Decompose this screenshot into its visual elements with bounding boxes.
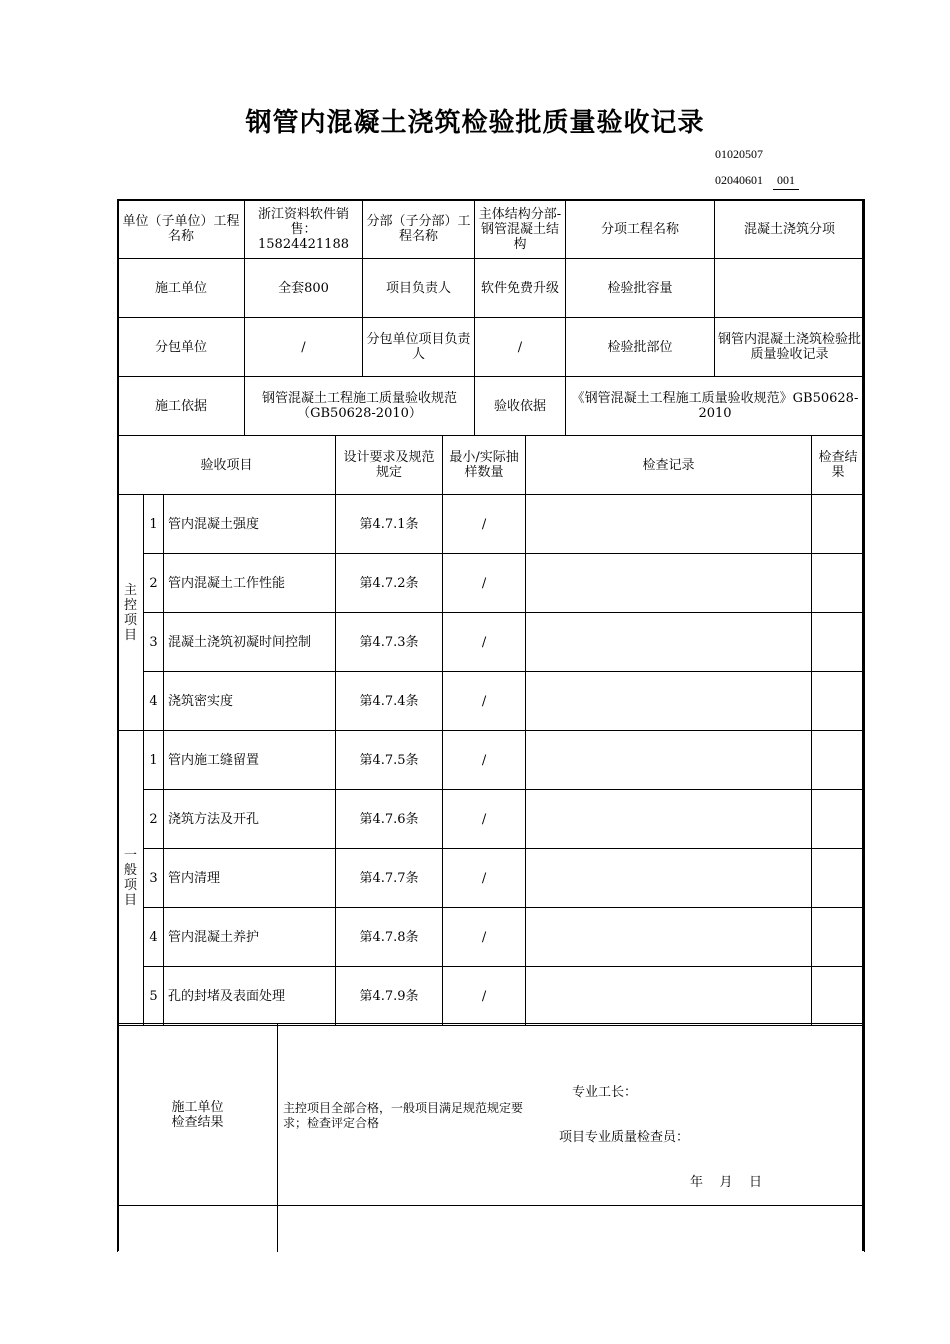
row-no: 4 [144, 672, 164, 731]
row-sample: / [443, 613, 526, 672]
basis-value: 钢管混凝土工程施工质量验收规范（GB50628-2010） [245, 377, 475, 436]
row-no: 5 [144, 967, 164, 1026]
row-record[interactable] [526, 613, 812, 672]
row-sample: / [443, 908, 526, 967]
col-record: 检查记录 [526, 436, 812, 495]
items-table [117, 435, 865, 1026]
division-label: 分部（子分部）工程名称 [363, 200, 475, 259]
row-result[interactable] [812, 967, 865, 1026]
unit-value: 浙江资料软件销售：15824421188 [245, 200, 363, 259]
subitem-label: 分项工程名称 [566, 200, 715, 259]
constructor-value: 全套800 [245, 259, 363, 318]
row-record[interactable] [526, 554, 812, 613]
unit-label: 单位（子单位）工程名称 [118, 200, 245, 259]
row-sample: / [443, 554, 526, 613]
form-code-2-value: 02040601 [715, 173, 763, 187]
row-name: 浇筑方法及开孔 [164, 790, 336, 849]
sub-pm-label: 分包单位项目负责人 [363, 318, 475, 377]
capacity-label: 检验批容量 [566, 259, 715, 318]
row-clause: 第4.7.2条 [336, 554, 443, 613]
row-name: 混凝土浇筑初凝时间控制 [164, 613, 336, 672]
main-group-text: 主控项目 [123, 582, 137, 643]
accept-value: 《钢管混凝土工程施工质量验收规范》GB50628-2010 [566, 377, 865, 436]
header-table [117, 199, 865, 436]
table-row [118, 908, 865, 967]
capacity-value [715, 259, 865, 318]
constructor-label: 施工单位 [118, 259, 245, 318]
row-no: 3 [144, 849, 164, 908]
col-item: 验收项目 [118, 436, 336, 495]
row-result[interactable] [812, 672, 865, 731]
check-conclusion: 主控项目全部合格，一般项目满足规范规定要求；检查评定合格 [283, 1100, 524, 1130]
row-result[interactable] [812, 908, 865, 967]
main-group-label [118, 495, 144, 731]
inspector-label: 项目专业质量检查员： [559, 1129, 690, 1145]
row-result[interactable] [812, 731, 865, 790]
row-record[interactable] [526, 495, 812, 554]
row-result[interactable] [812, 849, 865, 908]
row-no: 1 [144, 731, 164, 790]
general-group-text: 一般项目 [123, 848, 137, 908]
col-design: 设计要求及规范规定 [336, 436, 443, 495]
subitem-value: 混凝土浇筑分项 [715, 200, 865, 259]
row-clause: 第4.7.1条 [336, 495, 443, 554]
row-name: 管内混凝土强度 [164, 495, 336, 554]
form-code-2 [715, 173, 799, 190]
row-record[interactable] [526, 967, 812, 1026]
table-row [118, 672, 865, 731]
row-record[interactable] [526, 849, 812, 908]
check-table [117, 1023, 865, 1252]
row-sample: / [443, 495, 526, 554]
row-sample: / [443, 967, 526, 1026]
basis-label: 施工依据 [118, 377, 245, 436]
row-record[interactable] [526, 908, 812, 967]
check-content[interactable] [278, 1024, 865, 1206]
row-clause: 第4.7.6条 [336, 790, 443, 849]
col-result: 检查结果 [812, 436, 865, 495]
row-clause: 第4.7.9条 [336, 967, 443, 1026]
row-name: 孔的封堵及表面处理 [164, 967, 336, 1026]
row-no: 2 [144, 554, 164, 613]
sub-pm-value: / [475, 318, 566, 377]
table-row [118, 790, 865, 849]
row-result[interactable] [812, 495, 865, 554]
row-name: 管内混凝土养护 [164, 908, 336, 967]
division-value: 主体结构分部-钢管混凝土结构 [475, 200, 566, 259]
table-row [118, 731, 865, 790]
table-row [118, 495, 865, 554]
row-sample: / [443, 672, 526, 731]
row-sample: / [443, 849, 526, 908]
sub-value: / [245, 318, 363, 377]
form-code-1: 01020507 [715, 147, 763, 161]
table-row [118, 849, 865, 908]
row-no: 1 [144, 495, 164, 554]
row-result[interactable] [812, 554, 865, 613]
row-clause: 第4.7.8条 [336, 908, 443, 967]
part-value: 钢管内混凝土浇筑检验批质量验收记录 [715, 318, 865, 377]
row-clause: 第4.7.3条 [336, 613, 443, 672]
foreman-label: 专业工长： [572, 1084, 638, 1100]
row-record[interactable] [526, 731, 812, 790]
row-no: 4 [144, 908, 164, 967]
next-section-content[interactable] [278, 1206, 865, 1252]
row-result[interactable] [812, 613, 865, 672]
row-record[interactable] [526, 672, 812, 731]
next-section-label [118, 1206, 278, 1252]
table-row [118, 554, 865, 613]
general-group-label [118, 731, 144, 1026]
row-clause: 第4.7.5条 [336, 731, 443, 790]
row-clause: 第4.7.7条 [336, 849, 443, 908]
serial-number: 001 [773, 173, 799, 190]
row-name: 管内混凝土工作性能 [164, 554, 336, 613]
table-row [118, 613, 865, 672]
row-record[interactable] [526, 790, 812, 849]
row-result[interactable] [812, 790, 865, 849]
row-name: 管内施工缝留置 [164, 731, 336, 790]
table-row [118, 967, 865, 1026]
accept-label: 验收依据 [475, 377, 566, 436]
check-label-text: 施工单位检查结果 [171, 1099, 224, 1130]
pm-label: 项目负责人 [363, 259, 475, 318]
pm-value: 软件免费升级 [475, 259, 566, 318]
row-clause: 第4.7.4条 [336, 672, 443, 731]
row-sample: / [443, 790, 526, 849]
part-label: 检验批部位 [566, 318, 715, 377]
row-no: 3 [144, 613, 164, 672]
row-name: 浇筑密实度 [164, 672, 336, 731]
check-date: 年 月 日 [690, 1174, 763, 1190]
page-title: 钢管内混凝土浇筑检验批质量验收记录 [245, 108, 705, 138]
sub-label: 分包单位 [118, 318, 245, 377]
row-name: 管内清理 [164, 849, 336, 908]
row-sample: / [443, 731, 526, 790]
check-label [118, 1024, 278, 1206]
col-sample: 最小/实际抽样数量 [443, 436, 526, 495]
row-no: 2 [144, 790, 164, 849]
